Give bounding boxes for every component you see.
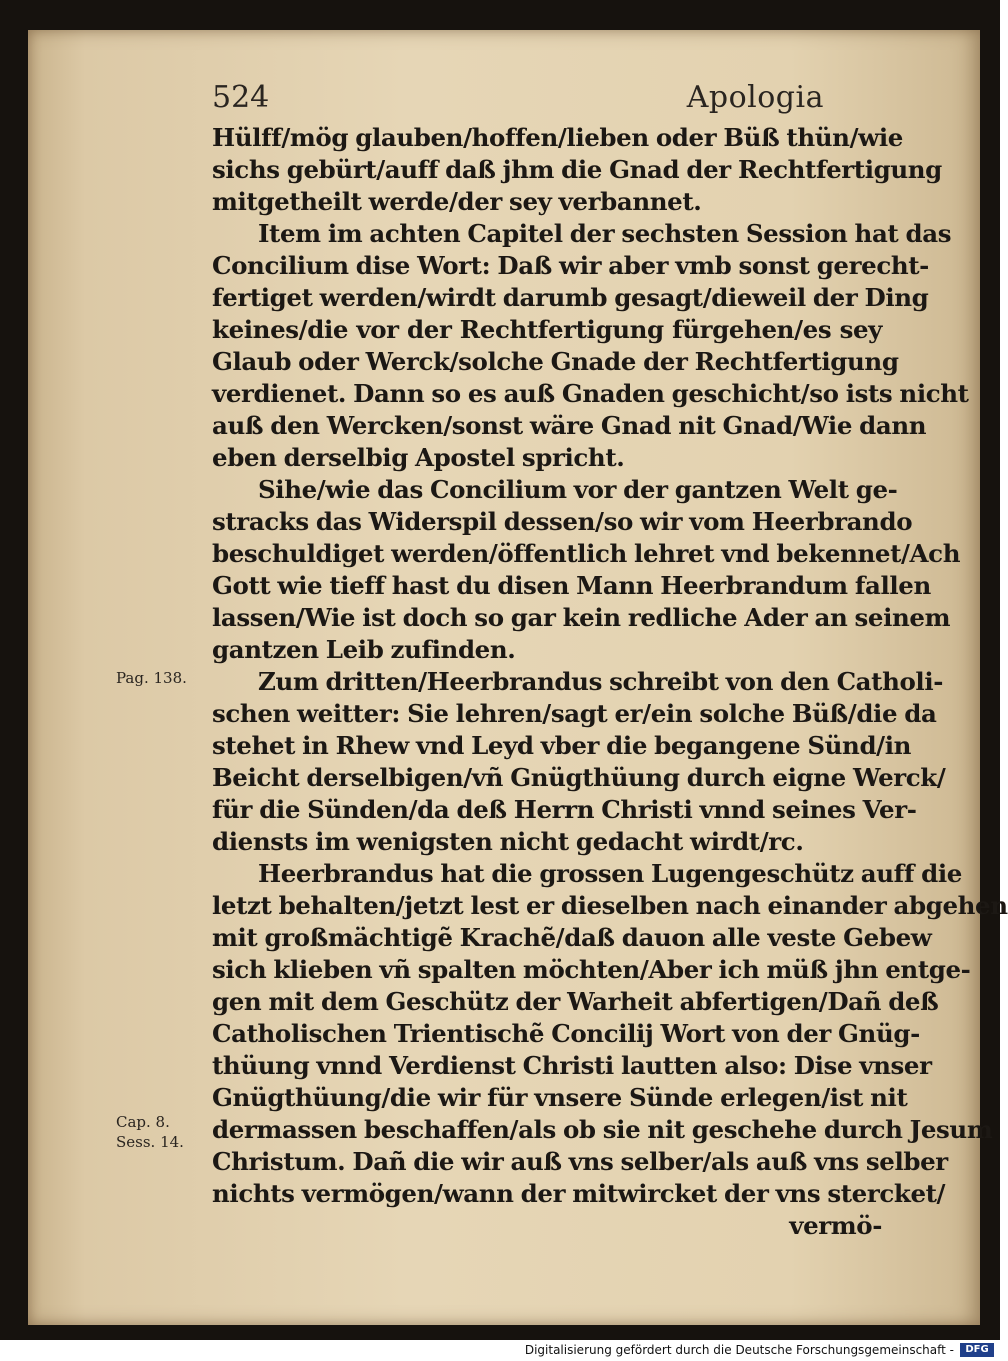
text-line: diensts im wenigsten nicht gedacht wirdt/rc. <box>212 827 804 856</box>
text-line: auß den Wercken/sonst wäre Gnad nit Gnad/Wie dann <box>212 411 927 440</box>
running-head: Apologia <box>686 80 824 115</box>
text-line: Catholischen Trientischẽ Concilij Wort von der Gnüg- <box>212 1019 920 1048</box>
text-line: dermassen beschaffen/als ob sie nit geschehe durch Jesum <box>212 1115 993 1144</box>
text-line: verdienet. Dann so es auß Gnaden geschicht/so ists nicht <box>212 379 969 408</box>
digitization-footer <box>0 1340 1000 1361</box>
text-line: stehet in Rhew vnd Leyd vber die begangene Sünd/in <box>212 731 912 760</box>
text-line: keines/die vor der Rechtfertigung fürgehen/es sey <box>212 315 882 344</box>
text-line: gantzen Leib zufinden. <box>212 635 516 664</box>
text-line: sichs gebürt/auff daß jhm die Gnad der Rechtfertigung <box>212 155 942 184</box>
text-line: Sihe/wie das Concilium vor der gantzen Welt ge- <box>258 475 898 504</box>
text-line: Concilium dise Wort: Daß wir aber vmb sonst gerecht- <box>212 251 929 280</box>
text-line: Glaub oder Werck/solche Gnade der Rechtfertigung <box>212 347 899 376</box>
body-text <box>212 122 1008 1242</box>
text-line: Beicht derselbigen/vñ Gnügthüung durch eigne Werck/ <box>212 763 946 792</box>
text-line: Gott wie tieff hast du disen Mann Heerbrandum fallen <box>212 571 931 600</box>
text-line: Hülff/mög glauben/hoffen/lieben oder Büß thün/wie <box>212 123 903 152</box>
catchword: vermö- <box>789 1211 882 1240</box>
text-line: lassen/Wie ist doch so gar kein redliche Ader an seinem <box>212 603 951 632</box>
text-line: eben derselbig Apostel spricht. <box>212 443 625 472</box>
text-line: sich klieben vñ spalten möchten/Aber ich müß jhn entge- <box>212 955 971 984</box>
text-line: letzt behalten/jetzt lest er dieselben nach einander abgehen <box>212 891 1008 920</box>
page-header <box>212 80 882 122</box>
text-line: mit großmächtigẽ Krachẽ/daß dauon alle veste Gebew <box>212 923 932 952</box>
dfg-logo-icon: DFG <box>960 1343 994 1357</box>
text-line: Christum. Dañ die wir auß vns selber/als auß vns selber <box>212 1147 948 1176</box>
text-line: beschuldiget werden/öffentlich lehret vnd bekennet/Ach <box>212 539 961 568</box>
text-line: fertiget werden/wirdt darumb gesagt/dieweil der Ding <box>212 283 929 312</box>
text-line: Zum dritten/Heerbrandus schreibt von den Catholi- <box>258 667 944 696</box>
margin-note-page-ref: Pag. 138. <box>116 669 187 687</box>
text-line: gen mit dem Geschütz der Warheit abfertigen/Dañ deß <box>212 987 939 1016</box>
text-line: stracks das Widerspil dessen/so wir vom Heerbrando <box>212 507 913 536</box>
text-line: thüung vnnd Verdienst Christi lautten also: Dise vnser <box>212 1051 932 1080</box>
funding-notice: Digitalisierung gefördert durch die Deutsche Forschungsgemeinschaft - <box>524 1343 954 1357</box>
page-number: 524 <box>212 80 270 115</box>
text-line: mitgetheilt werde/der sey verbannet. <box>212 187 702 216</box>
text-line: für die Sünden/da deß Herrn Christi vnnd seines Ver- <box>212 795 917 824</box>
text-line: Heerbrandus hat die grossen Lugengeschütz auff die <box>258 859 962 888</box>
text-line: nichts vermögen/wann der mitwircket der vns stercket/ <box>212 1179 946 1208</box>
margin-note-session: Sess. 14. <box>116 1133 184 1151</box>
text-line: Item im achten Capitel der sechsten Session hat das <box>258 219 952 248</box>
text-line: Gnügthüung/die wir für vnsere Sünde erlegen/ist nit <box>212 1083 908 1112</box>
text-line: schen weitter: Sie lehren/sagt er/ein solche Büß/die da <box>212 699 937 728</box>
margin-note-chapter: Cap. 8. <box>116 1113 170 1131</box>
